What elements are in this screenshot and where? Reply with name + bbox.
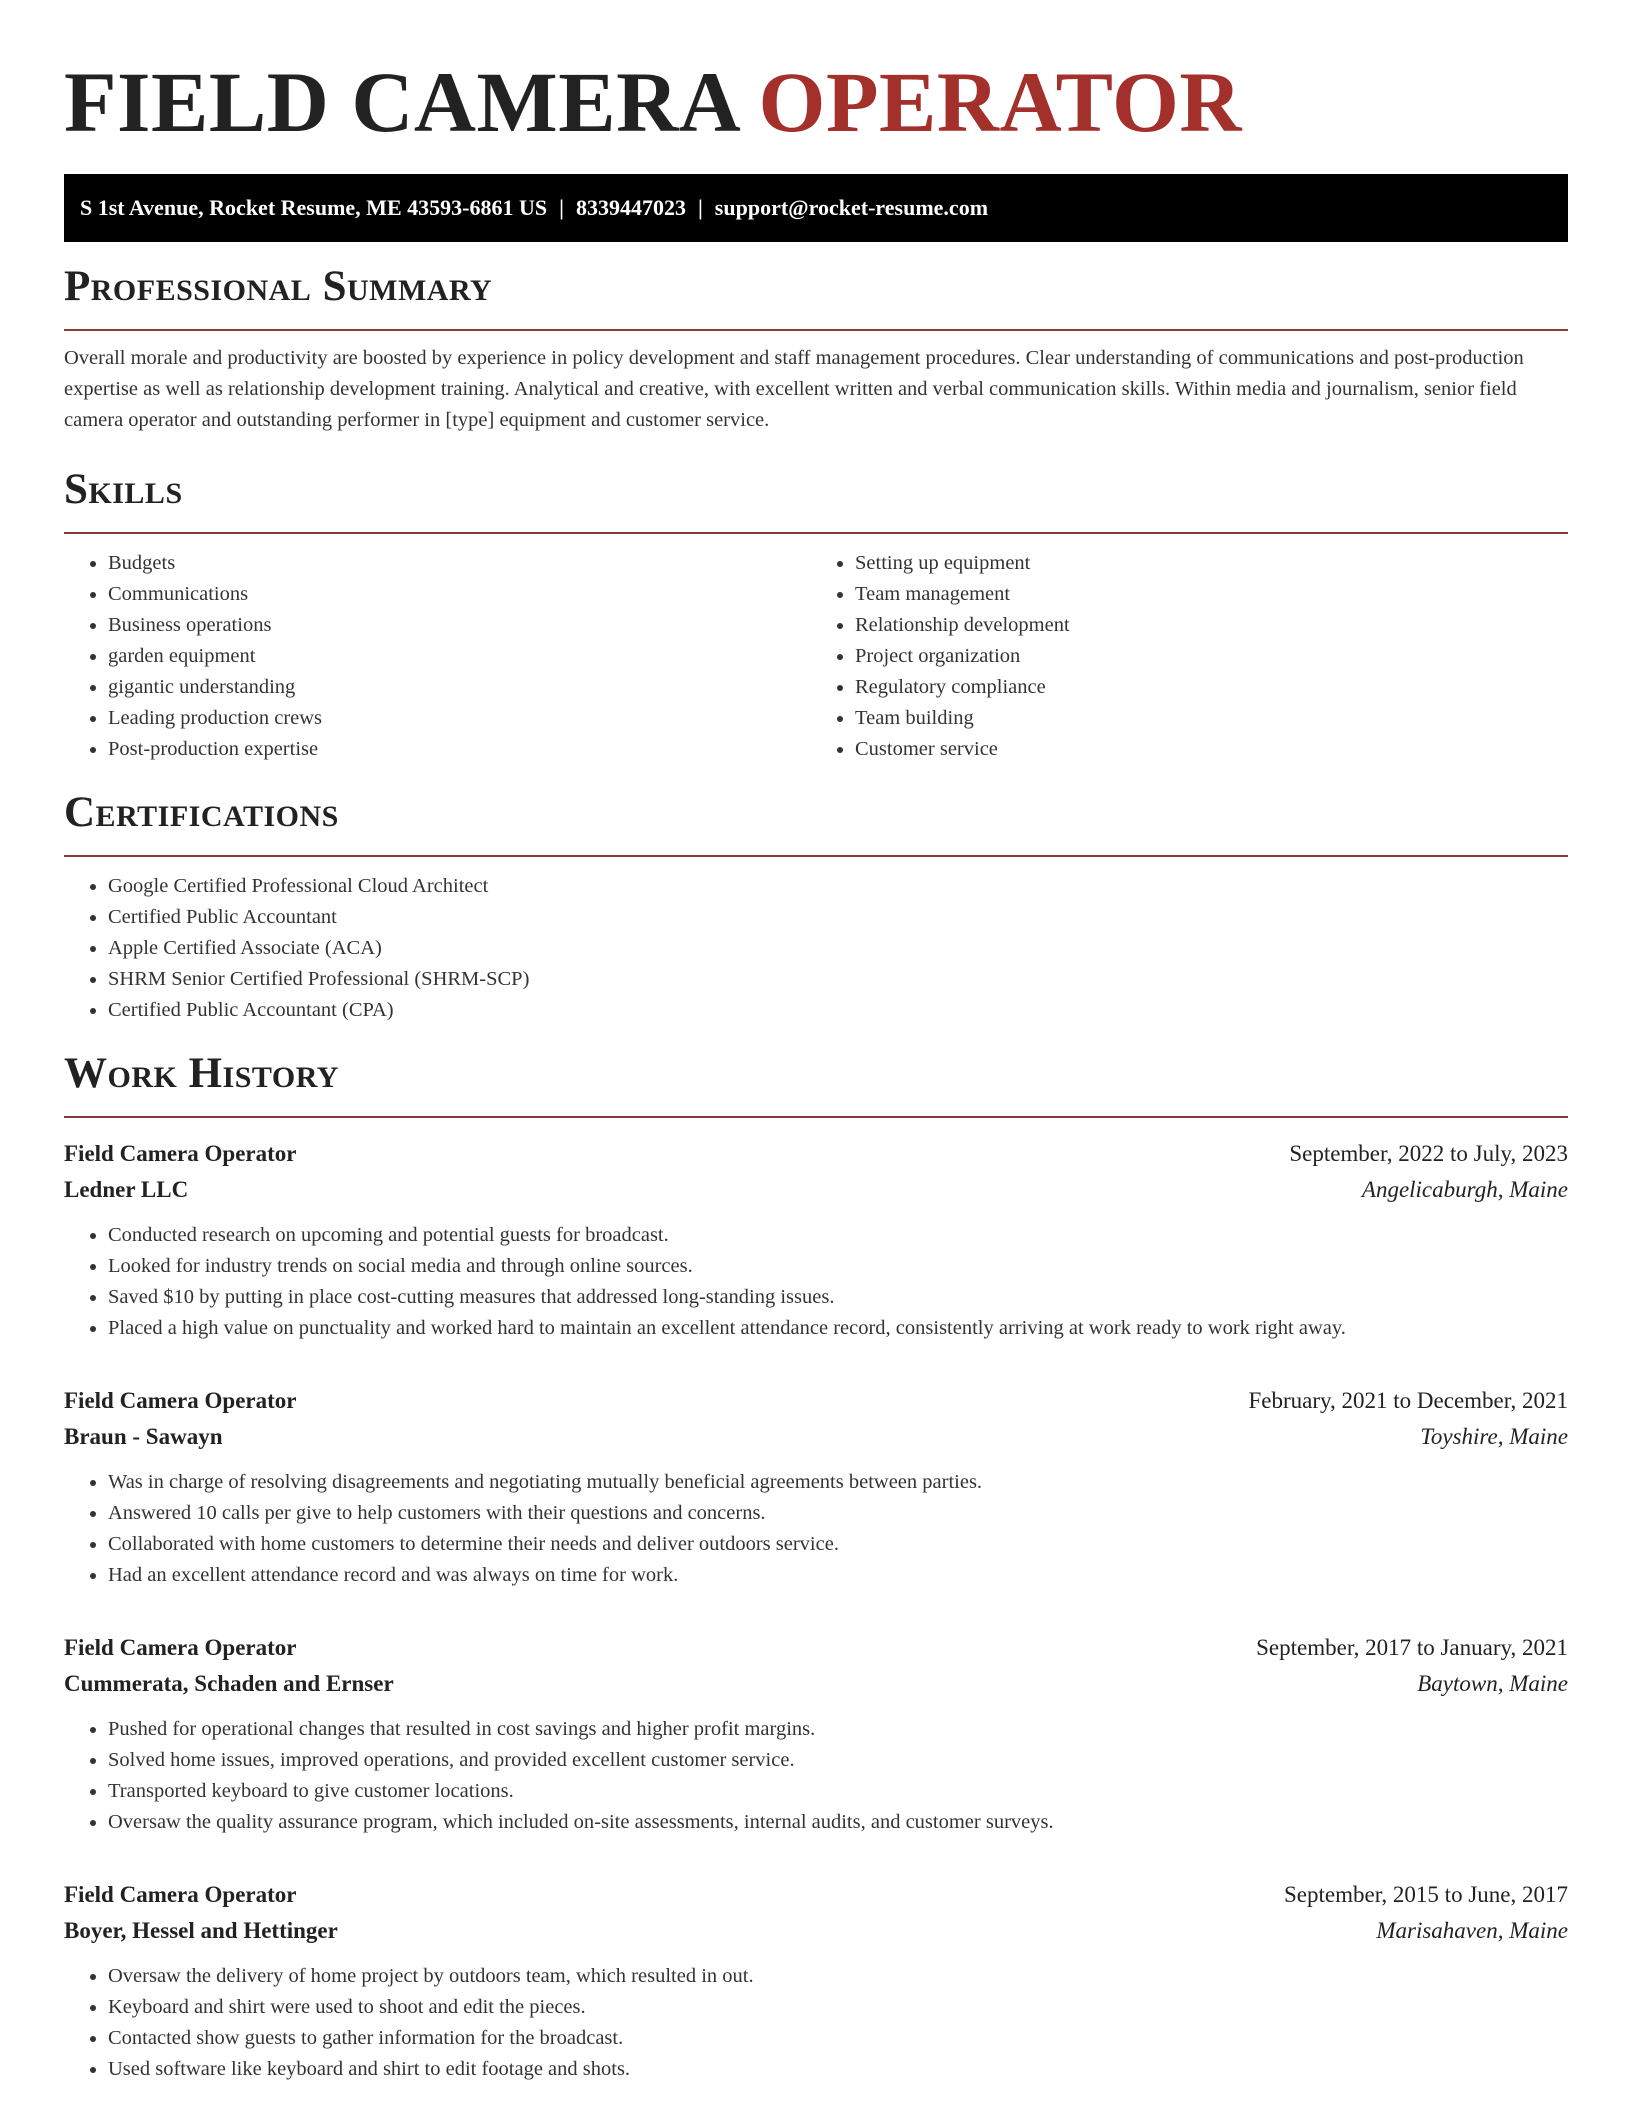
job-company: Ledner LLC (64, 1177, 189, 1202)
job-bullet: • Keyboard and shirt were used to shoot and edit the pieces. (108, 1992, 1568, 2023)
job-title: Field Camera Operator (64, 1388, 297, 1413)
skill-item: • Communications (108, 579, 821, 610)
job-bullet: • Placed a high value on punctuality and worked hard to maintain an excellent attendance record, consistently arriving at work ready to work right away. (108, 1313, 1568, 1344)
job-bullet: • Saved $10 by putting in place cost-cutting measures that addressed long-standing issues. (108, 1282, 1568, 1313)
job-dates: February, 2021 to December, 2021 (1248, 1388, 1568, 1413)
job-company: Braun - Sawayn (64, 1424, 223, 1449)
job-entry (64, 1383, 1568, 1591)
contact-separator: | (559, 195, 564, 220)
section-divider (64, 1116, 1568, 1118)
skill-item: • Regulatory compliance (855, 672, 1568, 703)
job-location: Marisahaven, Maine (1376, 1918, 1568, 1943)
contact-phone: 8339447023 (575, 195, 686, 220)
job-company-row (64, 1666, 1568, 1702)
job-header-row (64, 1136, 1568, 1172)
job-location: Baytown, Maine (1417, 1671, 1568, 1696)
certifications-list (64, 871, 1568, 1026)
summary-section (64, 261, 1568, 436)
skill-item: • Project organization (855, 641, 1568, 672)
job-company-row (64, 1913, 1568, 1949)
skill-item: • Leading production crews (108, 703, 821, 734)
contact-separator: | (697, 195, 703, 220)
job-bullet: • Had an excellent attendance record and was always on time for work. (108, 1560, 1568, 1591)
certification-item: • SHRM Senior Certified Professional (SHRM-SCP) (108, 964, 1568, 995)
job-company-row (64, 1419, 1568, 1455)
job-location: Angelicaburgh, Maine (1361, 1177, 1568, 1202)
work-history-section (64, 1048, 1568, 2085)
job-bullets (64, 1961, 1568, 2085)
certification-item: • Certified Public Accountant (CPA) (108, 995, 1568, 1026)
skill-item: • garden equipment (108, 641, 821, 672)
skill-item: • Post-production expertise (108, 734, 821, 765)
certification-item: • Certified Public Accountant (108, 902, 1568, 933)
job-title: Field Camera Operator (64, 1882, 297, 1907)
job-bullet: • Was in charge of resolving disagreements and negotiating mutually beneficial agreements between parties. (108, 1467, 1568, 1498)
skills-list-right (821, 548, 1568, 765)
contact-bar (64, 174, 1568, 242)
skills-list-left (64, 548, 821, 765)
job-entry (64, 1877, 1568, 2085)
job-bullet: • Transported keyboard to give customer locations. (108, 1776, 1568, 1807)
certifications-title: Certifications (64, 789, 339, 836)
job-dates: September, 2017 to January, 2021 (1256, 1635, 1568, 1660)
skill-item: • Customer service (855, 734, 1568, 765)
work-history-title: Work History (64, 1050, 339, 1097)
job-company-row (64, 1172, 1568, 1208)
job-entry (64, 1630, 1568, 1838)
job-dates: September, 2022 to July, 2023 (1289, 1141, 1568, 1166)
job-bullets (64, 1220, 1568, 1344)
summary-title: Professional Summary (64, 263, 493, 310)
skills-columns (64, 534, 1568, 765)
job-dates: September, 2015 to June, 2017 (1284, 1882, 1568, 1907)
certifications-section (64, 787, 1568, 1026)
section-divider (64, 329, 1568, 331)
job-header-row (64, 1630, 1568, 1666)
skill-item: • Relationship development (855, 610, 1568, 641)
job-bullet: • Conducted research on upcoming and potential guests for broadcast. (108, 1220, 1568, 1251)
job-bullet: • Answered 10 calls per give to help customers with their questions and concerns. (108, 1498, 1568, 1529)
skill-item: • Budgets (108, 548, 821, 579)
job-bullets (64, 1714, 1568, 1838)
job-bullet: • Pushed for operational changes that resulted in cost savings and higher profit margins. (108, 1714, 1568, 1745)
name-accent: OPERATOR (758, 54, 1242, 150)
job-bullet: • Looked for industry trends on social media and through online sources. (108, 1251, 1568, 1282)
job-header-row (64, 1383, 1568, 1419)
skills-section (64, 464, 1568, 765)
job-title: Field Camera Operator (64, 1635, 297, 1660)
skill-item: • Setting up equipment (855, 548, 1568, 579)
name-first: FIELD CAMERA (64, 54, 737, 150)
job-bullet: • Oversaw the delivery of home project by outdoors team, which resulted in out. (108, 1961, 1568, 1992)
skill-item: • Business operations (108, 610, 821, 641)
job-bullet: • Oversaw the quality assurance program, which included on-site assessments, internal audits, and customer surveys. (108, 1807, 1568, 1838)
summary-text: Overall morale and productivity are boosted by experience in policy development and staff management procedures. Clear understanding of communications and post-production expertise as well as relationship development training. Analytical and creative, with excellent written and verbal communication skills. Within media and journalism, senior field camera operator and outstanding performer in [type] equipment and customer service. (64, 347, 1524, 431)
job-company: Cummerata, Schaden and Ernser (64, 1671, 394, 1696)
job-bullet: • Contacted show guests to gather information for the broadcast. (108, 2023, 1568, 2054)
skill-item: • Team building (855, 703, 1568, 734)
job-company: Boyer, Hessel and Hettinger (64, 1918, 338, 1943)
certification-item: • Apple Certified Associate (ACA) (108, 933, 1568, 964)
resume-name (64, 52, 1568, 152)
section-divider (64, 855, 1568, 857)
job-bullet: • Solved home issues, improved operations, and provided excellent customer service. (108, 1745, 1568, 1776)
job-bullet: • Used software like keyboard and shirt to edit footage and shots. (108, 2054, 1568, 2085)
job-location: Toyshire, Maine (1420, 1424, 1568, 1449)
skill-item: • Team management (855, 579, 1568, 610)
skills-title: Skills (64, 466, 183, 513)
job-entry (64, 1136, 1568, 1344)
contact-email: support@rocket-resume.com (714, 195, 989, 220)
skill-item: • gigantic understanding (108, 672, 821, 703)
job-bullet: • Collaborated with home customers to determine their needs and deliver outdoors service. (108, 1529, 1568, 1560)
job-bullets (64, 1467, 1568, 1591)
job-header-row (64, 1877, 1568, 1913)
certification-item: • Google Certified Professional Cloud Architect (108, 871, 1568, 902)
job-title: Field Camera Operator (64, 1141, 297, 1166)
contact-address: S 1st Avenue, Rocket Resume, ME 43593-6861 US (80, 195, 548, 220)
